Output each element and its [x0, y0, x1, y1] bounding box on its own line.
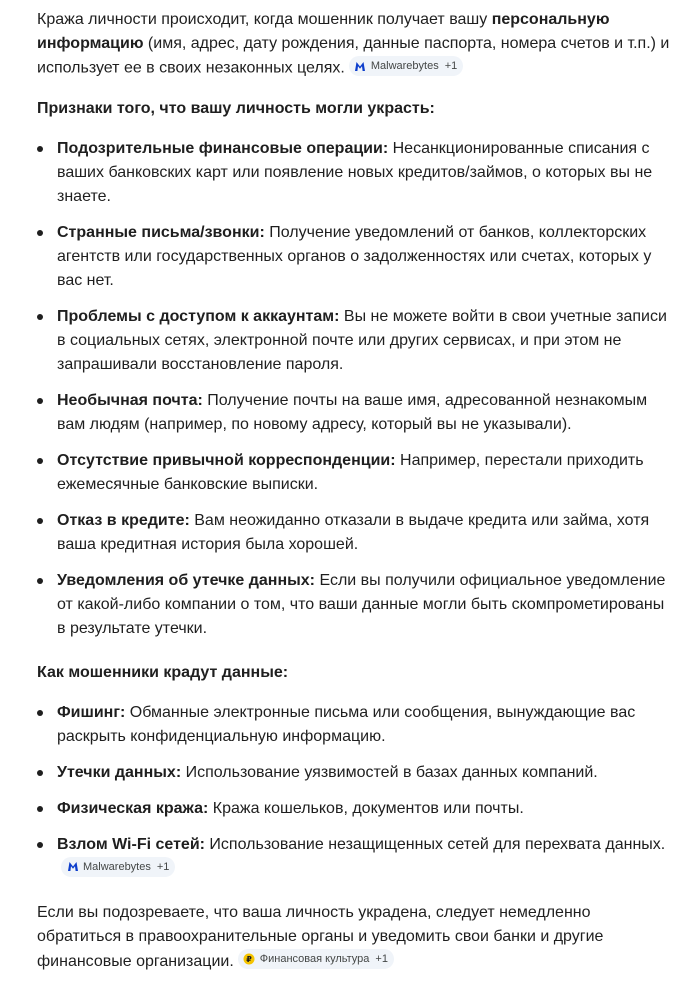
list-item [37, 833, 677, 882]
methods-list [37, 701, 677, 882]
list-item-title: Проблемы с доступом к аккаунтам: [57, 307, 340, 325]
list-item-title: Физическая кража: [57, 799, 209, 817]
list-item [37, 701, 677, 749]
list-item-text: Кража кошельков, документов или почты. [208, 799, 524, 817]
list-item-text: Несанкционированные списания с ваших банковских карт или появление новых кредитов/займов, о которых вы не знаете. [57, 139, 653, 205]
methods-heading: Как мошенники крадут данные: [37, 663, 289, 681]
source-chip-malwarebytes[interactable] [349, 56, 463, 76]
list-item [37, 221, 677, 293]
signs-heading: Признаки того, что вашу личность могли украсть: [37, 99, 435, 117]
source-chip-name: Malwarebytes [370, 60, 439, 72]
list-item [37, 797, 677, 821]
list-item [37, 569, 677, 641]
conclusion-text: Если вы подозреваете, что ваша личность украдена, следует немедленно обратиться в правоохранительные органы и уведомить свои банки и другие финансовые организации. [37, 904, 604, 970]
source-chip-count: +1 [156, 860, 170, 873]
intro-bold: персональную информацию [37, 11, 610, 52]
list-item-text: Вам неожиданно отказали в выдаче кредита или займа, хотя ваша кредитная история была хорошей. [57, 511, 650, 553]
source-chip-financial-culture[interactable] [238, 949, 394, 969]
list-item-title: Фишинг: [57, 703, 126, 721]
list-item-title: Утечки данных: [57, 763, 182, 781]
list-item-text: Обманные электронные письма или сообщения, вынуждающие вас раскрыть конфиденциальную информацию. [57, 703, 636, 745]
conclusion-paragraph [37, 901, 677, 974]
list-item-text: Получение почты на ваше имя, адресованной незнакомым вам людям (например, по новому адресу, который вы не указывали). [57, 391, 648, 433]
list-item-title: Отсутствие привычной корреспонденции: [57, 451, 396, 469]
source-chip-name: Malwarebytes [83, 860, 151, 873]
list-item-text: Например, перестали приходить ежемесячные банковские выписки. [57, 451, 644, 493]
list-item [37, 137, 677, 209]
svg-text:₽: ₽ [246, 955, 253, 964]
list-item-title: Взлом Wi-Fi сетей: [57, 835, 205, 853]
source-chip-name: Финансовая культура [259, 953, 370, 965]
list-item-title: Необычная почта: [57, 391, 203, 409]
list-item-title: Уведомления об утечке данных: [57, 571, 315, 589]
source-chip-count: +1 [375, 953, 388, 965]
intro-paragraph [37, 8, 677, 81]
list-item-text: Использование незащищенных сетей для перехвата данных. [204, 835, 666, 853]
intro-text-after: (имя, адрес, дату рождения, данные паспорта, номера счетов и т.п.) и использует ее в своих незаконных целях. [37, 35, 670, 77]
list-item [37, 449, 677, 497]
intro-text-before: Кража личности происходит, когда мошенник получает вашу [37, 11, 492, 28]
source-chip-malwarebytes[interactable] [61, 857, 175, 877]
list-item-text: Получение уведомлений от банков, коллекторских агентств или государственных органов о задолженностях или счетах, которых у вас нет. [57, 223, 652, 289]
list-item-title: Отказ в кредите: [57, 511, 190, 529]
financial-culture-logo-icon [243, 953, 256, 966]
list-item [37, 389, 677, 437]
list-item-title: Странные письма/звонки: [57, 223, 265, 241]
list-item [37, 761, 677, 785]
malwarebytes-logo-icon [66, 860, 79, 873]
list-item-text: Использование уязвимостей в базах данных компаний. [181, 763, 598, 781]
list-item [37, 305, 677, 377]
list-item-text: Вы не можете войти в свои учетные записи в социальных сетях, электронной почте или других сервисах, и при этом не запрашивали восстановление пароля. [57, 307, 667, 373]
list-item-text: Если вы получили официальное уведомление от какой-либо компании о том, что ваши данные могли быть скомпрометированы в результате утечки. [57, 571, 666, 637]
response-content [37, 8, 677, 974]
list-item [37, 509, 677, 557]
list-item-title: Подозрительные финансовые операции: [57, 139, 389, 157]
source-chip-count: +1 [444, 60, 458, 72]
signs-list [37, 137, 677, 641]
malwarebytes-logo-icon [354, 60, 367, 73]
